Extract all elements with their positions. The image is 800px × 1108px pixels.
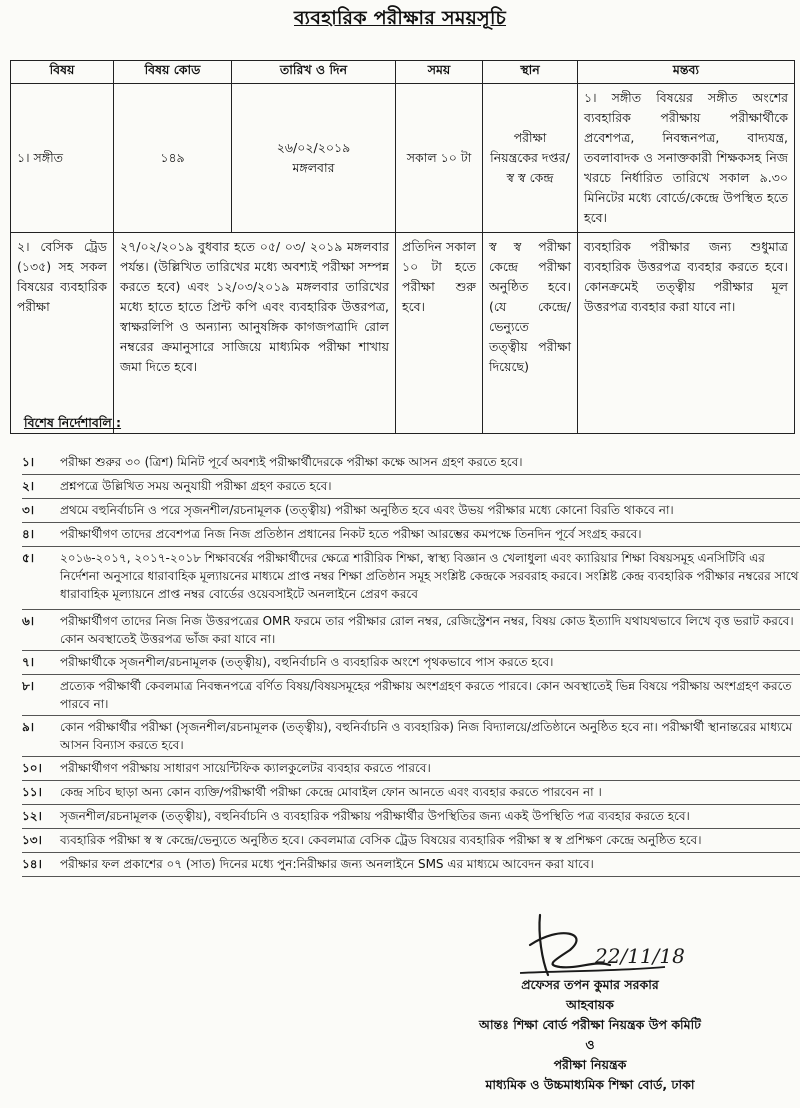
- item-number: ৪।: [22, 527, 35, 541]
- item-text: পরীক্ষার্থীকে সৃজনশীল/রচনামূলক (তত্ত্বীয়), বহুনির্বাচনি ও ব্যবহারিক অংশে পৃথকভাবে পাস করতে হবে।: [60, 655, 554, 669]
- table-row: [11, 233, 795, 434]
- list-item: [22, 716, 800, 757]
- item-number: ১৪।: [22, 857, 42, 871]
- item-text: সৃজনশীল/রচনামূলক (তত্ত্বীয়), বহুনির্বাচনি ও ব্যবহারিক পরীক্ষায় পরীক্ষার্থীর উপস্থিতির জন্য একই উপস্থিতি পত্র ব্যবহার করতে হবে।: [60, 809, 690, 823]
- cell-remark: ১। সঙ্গীত বিষয়ের সঙ্গীত অংশের ব্যবহারিক পরীক্ষায় পরীক্ষার্থীকে প্রবেশপত্র, নিবন্ধনপত্র, বাদ্যযন্ত্র, তবলাবাদক ও সনাক্তকারী শিক্ষকসহ নিজ খরচে নির্ধারিত তারিখে সকাল ৯.৩০ মিনিটের মধ্যে বোর্ডে/কেন্দ্রে উপস্থিত হতে হবে।: [578, 84, 795, 233]
- list-item: [22, 651, 800, 675]
- list-item: [22, 675, 800, 716]
- item-text: পরীক্ষার ফল প্রকাশের ০৭ (সাত) দিনের মধ্যে পুন:নিরীক্ষার জন্য অনলাইনে SMS এর মাধ্যমে আবেদন করা যাবে।: [60, 857, 594, 871]
- signatory-name: প্রফেসর তপন কুমার সরকার: [521, 977, 659, 992]
- instruction-list: [22, 451, 800, 877]
- item-text: প্রশ্নপত্রে উল্লিখিত সময় অনুযায়ী পরীক্ষা গ্রহণ করতে হবে।: [60, 479, 332, 493]
- cell-subject: ১। সঙ্গীত: [11, 84, 114, 233]
- cell-place: পরীক্ষা নিয়ন্ত্রকের দপ্তর/ স্ব স্ব কেন্দ্র: [483, 84, 578, 233]
- header-subject: বিষয়: [11, 61, 114, 84]
- cell-date: [232, 84, 396, 233]
- item-number: ৬।: [22, 614, 35, 628]
- cell-code-date: ২৭/০২/২০১৯ বুধবার হতে ০৫/ ০৩/ ২০১৯ মঙ্গলবার পর্যন্ত। (উল্লিখিত তারিখের মধ্যে অবশ্যই পরীক্ষা সম্পন্ন করতে হবে) এবং ১২/০৩/২০১৯ মঙ্গলবার তারিখের মধ্যে হাতে হাতে প্রিন্ট কপি এবং ব্যবহারিক উত্তরপত্র, স্বাক্ষরলিপি ও অন্যান্য আনুষঙ্গিক কাগজপত্রাদি রোল নম্বরের ক্রমানুসারে সাজিয়ে মাধ্যমিক পরীক্ষা শাখায় জমা দিতে হবে।: [114, 233, 396, 434]
- item-text: পরীক্ষার্থীগণ পরীক্ষায় সাধারণ সায়েন্টিফিক ক্যালকুলেটর ব্যবহার করতে পারবে।: [60, 761, 431, 775]
- item-number: ১০।: [22, 761, 42, 775]
- signature-block: [380, 975, 800, 1095]
- list-item: [22, 829, 800, 853]
- list-item: [22, 781, 800, 805]
- signatory-board: মাধ্যমিক ও উচ্চমাধ্যমিক শিক্ষা বোর্ড, ঢাকা: [485, 1077, 695, 1092]
- cell-place: স্ব স্ব পরীক্ষা কেন্দ্রে পরীক্ষা অনুষ্ঠিত হবে। (যে কেন্দ্রে/ ভেন্যুতে তত্ত্বীয় পরীক্ষা দিয়েছে): [483, 233, 578, 434]
- cell-time: সকাল ১০ টা: [396, 84, 483, 233]
- item-number: ৭।: [22, 655, 35, 669]
- cell-remark: ব্যবহারিক পরীক্ষার জন্য শুধুমাত্র ব্যবহারিক উত্তরপত্র ব্যবহার করতে হবে। কোনক্রমেই তত্ত্বীয় পরীক্ষার মূল উত্তরপত্র ব্যবহার করা যাবে না।: [578, 233, 795, 434]
- cell-subject: ২। বেসিক ট্রেড (১৩৫) সহ সকল বিষয়ের ব্যবহারিক পরীক্ষা: [11, 233, 114, 434]
- item-number: ৫।: [22, 551, 35, 565]
- signature-date: 22/11/18: [595, 944, 685, 968]
- list-item: [22, 757, 800, 781]
- item-number: ৮।: [22, 679, 35, 693]
- list-item: [22, 853, 800, 877]
- list-item: [22, 499, 800, 523]
- date-value: ২৬/০২/২০১৯: [276, 140, 351, 155]
- special-instructions-heading: বিশেষ নির্দেশাবলি :: [24, 415, 122, 430]
- item-text: পরীক্ষা শুরুর ৩০ (ত্রিশ) মিনিট পূর্বে অবশ্যই পরীক্ষার্থীদেরকে পরীক্ষা কক্ষে আসন গ্রহণ করতে হবে।: [60, 455, 523, 469]
- table-row: [11, 84, 795, 233]
- header-time: সময়: [396, 61, 483, 84]
- item-number: ২।: [22, 479, 35, 493]
- item-text: ব্যবহারিক পরীক্ষা স্ব স্ব কেন্দ্রে/ভেন্যুতে অনুষ্ঠিত হবে। কেবলমাত্র বেসিক ট্রেড বিষয়ের ব্যবহারিক পরীক্ষা স্ব স্ব প্রশিক্ষণ কেন্দ্রে অনুষ্ঠিত হবে।: [60, 833, 702, 847]
- item-text: প্রথমে বহুনির্বাচনি ও পরে সৃজনশীল/রচনামূলক (তত্ত্বীয়) পরীক্ষা অনুষ্ঠিত হবে এবং উভয় পরীক্ষার মধ্যে কোনো বিরতি থাকবে না।: [60, 503, 674, 517]
- day-value: মঙ্গলবার: [292, 160, 335, 175]
- item-text: প্রত্যেক পরীক্ষার্থী কেবলমাত্র নিবন্ধনপত্রে বর্ণিত বিষয়/বিষয়সমূহের পরীক্ষায় অংশগ্রহণ করতে পারবে। কোন অবস্থাতেই ভিন্ন বিষয়ে পরীক্ষায় অংশগ্রহণ করতে পারবে না।: [60, 679, 792, 711]
- page-title: ব্যবহারিক পরীক্ষার সময়সূচি: [293, 7, 507, 29]
- list-item: [22, 451, 800, 475]
- item-text: কোন পরীক্ষার্থীর পরীক্ষা (সৃজনশীল/রচনামূলক (তত্ত্বীয়), বহুনির্বাচনি ও ব্যবহারিক) নিজ বিদ্যালয়ে/প্রতিষ্ঠানে অনুষ্ঠিত হবে না। পরীক্ষার্থী স্থানান্তরের মাধ্যমে আসন বিন্যাস করতে হবে।: [60, 720, 792, 752]
- item-number: ১২।: [22, 809, 42, 823]
- item-number: ১১।: [22, 785, 42, 799]
- signatory-committee: আন্তঃ শিক্ষা বোর্ড পরীক্ষা নিয়ন্ত্রক উপ কমিটি: [479, 1017, 701, 1032]
- item-text: কেন্দ্র সচিব ছাড়া অন্য কোন ব্যক্তি/পরীক্ষার্থী পরীক্ষা কেন্দ্রে মোবাইল ফোন আনতে এবং ব্যবহার করতে পারবেন না ।: [60, 785, 602, 799]
- item-number: ১।: [22, 455, 35, 469]
- item-number: ৯।: [22, 720, 35, 734]
- signatory-role2: পরীক্ষা নিয়ন্ত্রক: [553, 1057, 627, 1072]
- table-header-row: [11, 61, 795, 84]
- item-text: ২০১৬-২০১৭, ২০১৭-২০১৮ শিক্ষাবর্ষের পরীক্ষার্থীদের ক্ষেত্রে শারীরিক শিক্ষা, স্বাস্থ্য বিজ্ঞান ও খেলাধুলা এবং ক্যারিয়ার শিক্ষা বিষয়সমূহ এনসিটিবি এর নির্দেশনা অনুসারে ধারাবাহিক মূল্যায়নের মাধ্যমে প্রাপ্ত নম্বর শিক্ষা প্রতিষ্ঠান সমূহ সংশ্লিষ্ট কেন্দ্রকে সরবরাহ করবে। সংশ্লিষ্ট কেন্দ্র ব্যবহারিক পরীক্ষার নম্বরের সাথে ধারাবাহিক মূল্যায়নে প্রাপ্ত নম্বর বোর্ডের ওয়েবসাইটে অনলাইনে প্রেরণ করবে: [60, 551, 799, 601]
- header-place: স্থান: [483, 61, 578, 84]
- schedule-table: [10, 60, 795, 434]
- header-code: বিষয় কোড: [114, 61, 232, 84]
- item-number: ১৩।: [22, 833, 42, 847]
- signatory-role: আহবায়ক: [566, 997, 614, 1012]
- item-number: ৩।: [22, 503, 35, 517]
- item-text: পরীক্ষার্থীগণ তাদের নিজ নিজ উত্তরপত্রের OMR ফরমে তার পরীক্ষার রোল নম্বর, রেজিস্ট্রেশন নম্বর, বিষয় কোড ইত্যাদি যথাযথভাবে লিখে বৃত্ত ভরাট করবে। কোন অবস্থাতেই উত্তরপত্র ভাঁজ করা যাবে না।: [60, 614, 794, 646]
- header-date: তারিখ ও দিন: [232, 61, 396, 84]
- list-item: [22, 805, 800, 829]
- list-item: [22, 523, 800, 547]
- cell-code: ১৪৯: [114, 84, 232, 233]
- handwritten-signature: [500, 905, 685, 985]
- list-item: [22, 547, 800, 610]
- list-item: [22, 475, 800, 499]
- header-remark: মন্তব্য: [578, 61, 795, 84]
- list-item: [22, 610, 800, 651]
- item-text: পরীক্ষার্থীগণ তাদের প্রবেশপত্র নিজ নিজ প্রতিষ্ঠান প্রধানের নিকট হতে পরীক্ষা আরম্ভের কমপক্ষে তিনদিন পূর্বে সংগ্রহ করবে।: [60, 527, 642, 541]
- signatory-and: ও: [585, 1037, 595, 1052]
- cell-time: প্রতিদিন সকাল ১০ টা হতে পরীক্ষা শুরু হবে।: [396, 233, 483, 434]
